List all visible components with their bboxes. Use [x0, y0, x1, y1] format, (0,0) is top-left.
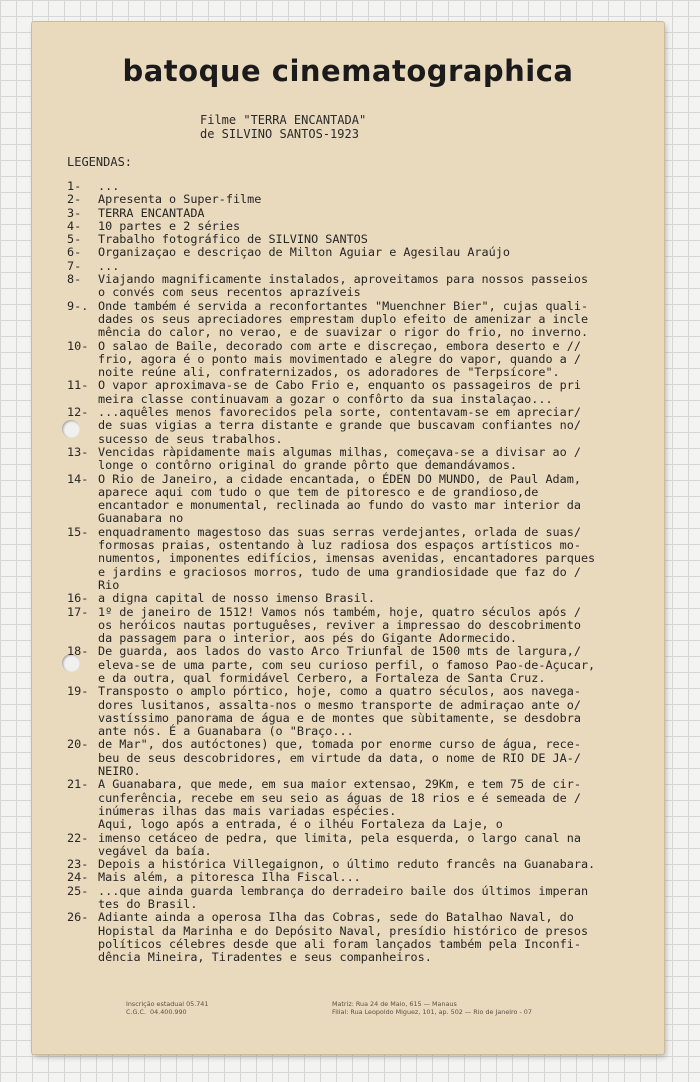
legend-number: 26-: [67, 910, 89, 925]
legend-text: TERRA ENCANTADA: [98, 205, 205, 220]
legend-item: [67, 340, 647, 380]
legend-text: ...aquêles menos favorecidos pela sorte, contentavam-se em apreciar/ de suas vigias a terra distante e grande que buscavam confiantes no/ sucesso de seus trabalhos.: [98, 405, 581, 446]
legend-item: [67, 260, 647, 273]
legend-item: [67, 871, 647, 884]
legend-number: 24-: [67, 870, 89, 885]
legend-number: 16-: [67, 591, 89, 606]
legend-item: [67, 685, 647, 738]
letterhead-title: batoque cinematographica: [122, 54, 574, 88]
legend-text: Transposto o amplo pórtico, hoje, como a quatro séculos, aos navega- dores lusitanos, assalta-nos o mesmo transporte de admiraçao ante o/ vastíssimo panorama de água e de montes que sùbitamente, se desdobra ante nós. É a Guanabara (o "Braço...: [98, 684, 581, 739]
legendas-list: [67, 180, 647, 965]
legend-text: Viajando magnificamente instalados, aproveitamos para nossos passeios o convés com seus recentos aprazíveis: [98, 272, 589, 300]
legend-number: 19-: [67, 684, 89, 699]
legend-text: Adiante ainda a operosa Ilha das Cobras, sede do Batalhao Naval, do Hopistal da Marinha e do Depósito Naval, presídio histórico de presos políticos célebres desde que ali foram lançados também pela Inconfi- dência Mineira, Tiradentes e seus companheiros.: [98, 910, 589, 965]
legendas-label: LEGENDAS:: [67, 155, 133, 169]
legend-number: 15-: [67, 524, 89, 539]
legend-item: [67, 778, 647, 831]
legend-text: Vencidas ràpidamente mais algumas milhas, começava-se a divisar ao / longe o contôrno original do grande pôrto que demandávamos.: [98, 444, 581, 473]
legend-item: [67, 738, 647, 778]
legend-text: Onde também é servida a reconfortantes "Muenchner Bier", cujas quali- dades os seus apreciadores emprestam duplo efeito de amenizar a incle mência do calor, no verao, e de suavizar o rigor do frio, no inverno.: [98, 298, 589, 340]
legend-number: 6-: [67, 245, 82, 260]
legend-number: 21-: [67, 777, 89, 792]
legend-item: [67, 273, 647, 300]
legend-item: [67, 233, 647, 246]
legend-number: 18-: [67, 644, 89, 659]
legend-text: Depois a histórica Villegaignon, o último reduto francês na Guanabara.: [98, 857, 596, 872]
legend-text: 10 partes e 2 séries: [98, 218, 241, 233]
legend-item: [67, 207, 647, 220]
legend-text: a digna capital de nosso imenso Brasil.: [98, 591, 375, 606]
legend-text: ...que ainda guarda lembrança do derradeiro baile dos últimos imperan tes do Brasil.: [98, 883, 589, 912]
legend-text: de Mar", dos autóctones) que, tomada por enorme curso de água, rece- beu de seus descobridores, em virtude da data, o nome de RIO DE JA-/ NEIRO.: [98, 737, 581, 779]
legend-number: 13-: [67, 444, 89, 459]
legend-text: ...: [98, 179, 120, 193]
legend-item: [67, 193, 647, 206]
legend-number: 20-: [67, 737, 89, 752]
legend-item: [67, 446, 647, 473]
legend-item: [67, 606, 647, 646]
footer-cgc: C.G.C. 04.400.990: [126, 1008, 187, 1016]
legend-number: 8-: [67, 272, 82, 287]
footer-state-registration: Inscrição estadual 05.741: [126, 1000, 209, 1008]
legend-number: 23-: [67, 857, 89, 872]
film-author-line: de SILVINO SANTOS-1923: [200, 127, 359, 141]
legend-text: O vapor aproximava-se de Cabo Frio e, enquanto os passageiros de pri meira classe continuavam a gozar o confôrto da sua instalaçao...: [98, 378, 581, 406]
footer-branch-office: Filial: Rua Leopoldo Miguez, 101, ap. 502 — Rio de Janeiro - 07: [332, 1008, 532, 1016]
legend-text: O Rio de Janeiro, a cidade encantada, o ÉDEN DO MUNDO, de Paul Adam, aparece aqui com tudo o que tem de pitoresco e de grandioso,de encantador e monumental, reclinada ao fundo do vasto mar interior da Guanabara no: [98, 471, 581, 526]
legend-item: [67, 885, 647, 912]
legend-number: 3-: [67, 205, 82, 220]
legend-item: [67, 592, 647, 605]
legend-text: enquadramento magestoso das suas serras verdejantes, orlada de suas/ formosas praias, ostentando à luz radiosa dos espaços artísticos mo- numentos, imponentes edifícios, imensas avenidas, encantadores parques e jardins e graciosos morros, tudo de uma grandiosidade que faz do / Rio: [98, 524, 596, 592]
legend-text: A Guanabara, que mede, em sua maior extensao, 29Km, e tem 75 de cir- cunferência, recebe em seu seio as águas de 18 rios e é semeada de / inúmeras ilhas das mais variadas espécies. Aqui, logo após a entrada, é o ilhéu Fortaleza da Laje, o: [98, 777, 581, 832]
legend-item: [67, 858, 647, 871]
film-heading: [200, 113, 366, 141]
legend-item: [67, 379, 647, 406]
legend-item: [67, 406, 647, 446]
legend-text: Trabalho fotográfico de SILVINO SANTOS: [98, 232, 368, 247]
legend-text: Mais além, a pitoresca Ilha Fiscal...: [98, 870, 361, 885]
legend-number: 12-: [67, 405, 89, 420]
legend-text: imenso cetáceo de pedra, que limita, pela esquerda, o largo canal na vegável da baía.: [98, 830, 581, 858]
legend-number: 11-: [67, 378, 89, 393]
legend-number: 22-: [67, 830, 89, 845]
legend-text: De guarda, aos lados do vasto Arco Triunfal de 1500 mts de largura,/ eleva-se de uma parte, com seu curioso perfil, o famoso Pao-de-Açucar, e da outra, qual formidável Cerbero, a Fortaleza de Santa Cruz.: [98, 644, 596, 685]
legend-item: [67, 220, 647, 233]
legend-item: [67, 180, 647, 193]
legend-item: [67, 645, 647, 685]
legend-text: Apresenta o Super-filme: [98, 192, 262, 207]
legend-number: 25-: [67, 883, 89, 898]
legend-number: 2-: [67, 192, 82, 207]
legend-item: [67, 832, 647, 859]
legend-text: O salao de Baile, decorado com arte e discreçao, embora deserto e // frio, agora é o ponto mais movimentado e alegre do vapor, quando a / noite reúne ali, confraternizados, os adoradores de "Terpsícore".: [98, 338, 581, 380]
legend-text: 1º de janeiro de 1512! Vamos nós também, hoje, quatro séculos após / os heróicos nautas portuguêses, reviver a impressao do descobrimento da passagem para o interior, aos pés do Gigante Adormecido.: [98, 604, 581, 646]
legend-item: [67, 300, 647, 340]
legend-text: Organizaçao e descriçao de Milton Aguiar e Agesilau Araújo: [98, 245, 510, 260]
legend-number: 10-: [67, 338, 89, 353]
legend-number: 17-: [67, 604, 89, 619]
legend-number: 14-: [67, 471, 89, 486]
legend-item: [67, 473, 647, 526]
legend-number: 5-: [67, 232, 82, 247]
legend-number: 1-: [67, 179, 82, 193]
legend-number: 9-.: [67, 298, 89, 313]
footer-addresses: [332, 1000, 532, 1016]
film-title-line: Filme "TERRA ENCANTADA": [200, 113, 367, 127]
document-sheet: [32, 22, 664, 1054]
legend-item: [67, 526, 647, 592]
legend-number: 7-: [67, 258, 82, 273]
legend-text: ...: [98, 258, 120, 273]
legend-item: [67, 911, 647, 964]
footer-registration: [126, 1000, 208, 1016]
legend-item: [67, 246, 647, 259]
legend-number: 4-: [67, 218, 82, 233]
footer-main-office: Matriz: Rua 24 de Maio, 615 — Manaus: [332, 1000, 457, 1008]
